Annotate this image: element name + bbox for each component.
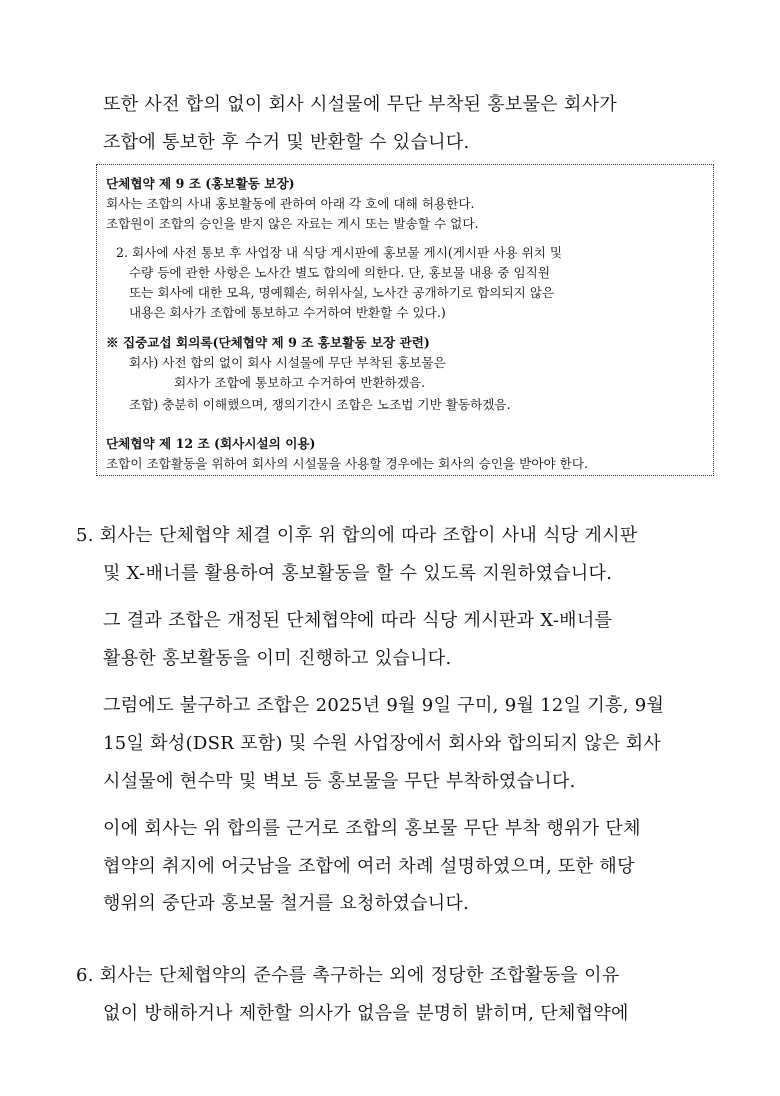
minutes-title: ※ 집중교섭 회의록(단체협약 제 9 조 홍보활동 보장 관련)	[106, 335, 430, 350]
article-12-line-1: 조합이 조합활동을 위하여 회사의 시설물을 사용할 경우에는 회사의 승인을 받아야 한다.	[106, 456, 588, 471]
item-5-para-4-line-3: 행위의 중단과 홍보물 철거를 요청하였습니다.	[103, 893, 470, 914]
item-6-line-1: 6. 회사는 단체협약의 준수를 촉구하는 외에 정당한 조합활동을 이유	[76, 965, 620, 986]
agreement-excerpt-box	[96, 164, 714, 476]
item-5-line-2: 및 X-배너를 활용하여 홍보활동을 할 수 있도록 지원하였습니다.	[103, 563, 613, 584]
minutes-line-3: 조합) 충분히 이해했으며, 쟁의기간시 조합은 노조법 기반 활동하겠음.	[129, 397, 511, 412]
item-5-para-2-line-2: 활용한 홍보활동을 이미 진행하고 있습니다.	[103, 648, 452, 669]
minutes-line-2: 회사가 조합에 통보하고 수거하여 반환하겠음.	[174, 375, 426, 390]
article-9-title: 단체협약 제 9 조 (홍보활동 보장)	[106, 176, 295, 191]
minutes-line-1: 회사) 사전 합의 없이 회사 시설물에 무단 부착된 홍보물은	[129, 355, 446, 370]
article-9-line-1: 회사는 조합의 사내 홍보활동에 관하여 아래 각 호에 대해 허용한다.	[106, 196, 475, 211]
item-2-line-3: 또는 회사에 대한 모욕, 명예훼손, 허위사실, 노사간 공개하기로 합의되지 않은	[129, 285, 555, 300]
item-2-line-1: 2. 회사에 사전 통보 후 사업장 내 식당 게시판에 홍보물 게시(게시판 사용 위치 및	[116, 245, 563, 260]
item-5-para-2-line-1: 그 결과 조합은 개정된 단체협약에 따라 식당 게시판과 X-배너를	[103, 610, 613, 631]
intro-line-1: 또한 사전 합의 없이 회사 시설물에 무단 부착된 홍보물은 회사가	[103, 94, 618, 115]
item-2-line-2: 수량 등에 관한 사항은 노사간 별도 합의에 의한다. 단, 홍보물 내용 중 임직원	[129, 265, 551, 280]
article-12-title: 단체협약 제 12 조 (회사시설의 이용)	[106, 436, 316, 451]
item-5-line-1: 5. 회사는 단체협약 체결 이후 위 합의에 따라 조합이 사내 식당 게시판	[76, 525, 638, 546]
intro-line-2: 조합에 통보한 후 수거 및 반환할 수 있습니다.	[103, 132, 470, 153]
item-5-para-3-line-3: 시설물에 현수막 및 벽보 등 홍보물을 무단 부착하였습니다.	[103, 771, 576, 792]
item-5-para-3-line-2: 15일 화성(DSR 포함) 및 수원 사업장에서 회사와 합의되지 않은 회사	[103, 733, 662, 754]
item-5-para-4-line-1: 이에 회사는 위 합의를 근거로 조합의 홍보물 무단 부착 행위가 단체	[103, 818, 641, 839]
item-5-para-4-line-2: 협약의 취지에 어긋남을 조합에 여러 차례 설명하였으며, 또한 해당	[103, 856, 635, 877]
item-6-line-2: 없이 방해하거나 제한할 의사가 없음을 분명히 밝히며, 단체협약에	[103, 1003, 629, 1024]
article-9-line-2: 조합원이 조합의 승인을 받지 않은 자료는 게시 또는 발송할 수 없다.	[106, 216, 479, 231]
item-2-line-4: 내용은 회사가 조합에 통보하고 수거하여 반환할 수 있다.)	[129, 305, 446, 320]
item-5-para-3-line-1: 그럼에도 불구하고 조합은 2025년 9월 9일 구미, 9월 12일 기흥, 9월	[103, 695, 665, 716]
